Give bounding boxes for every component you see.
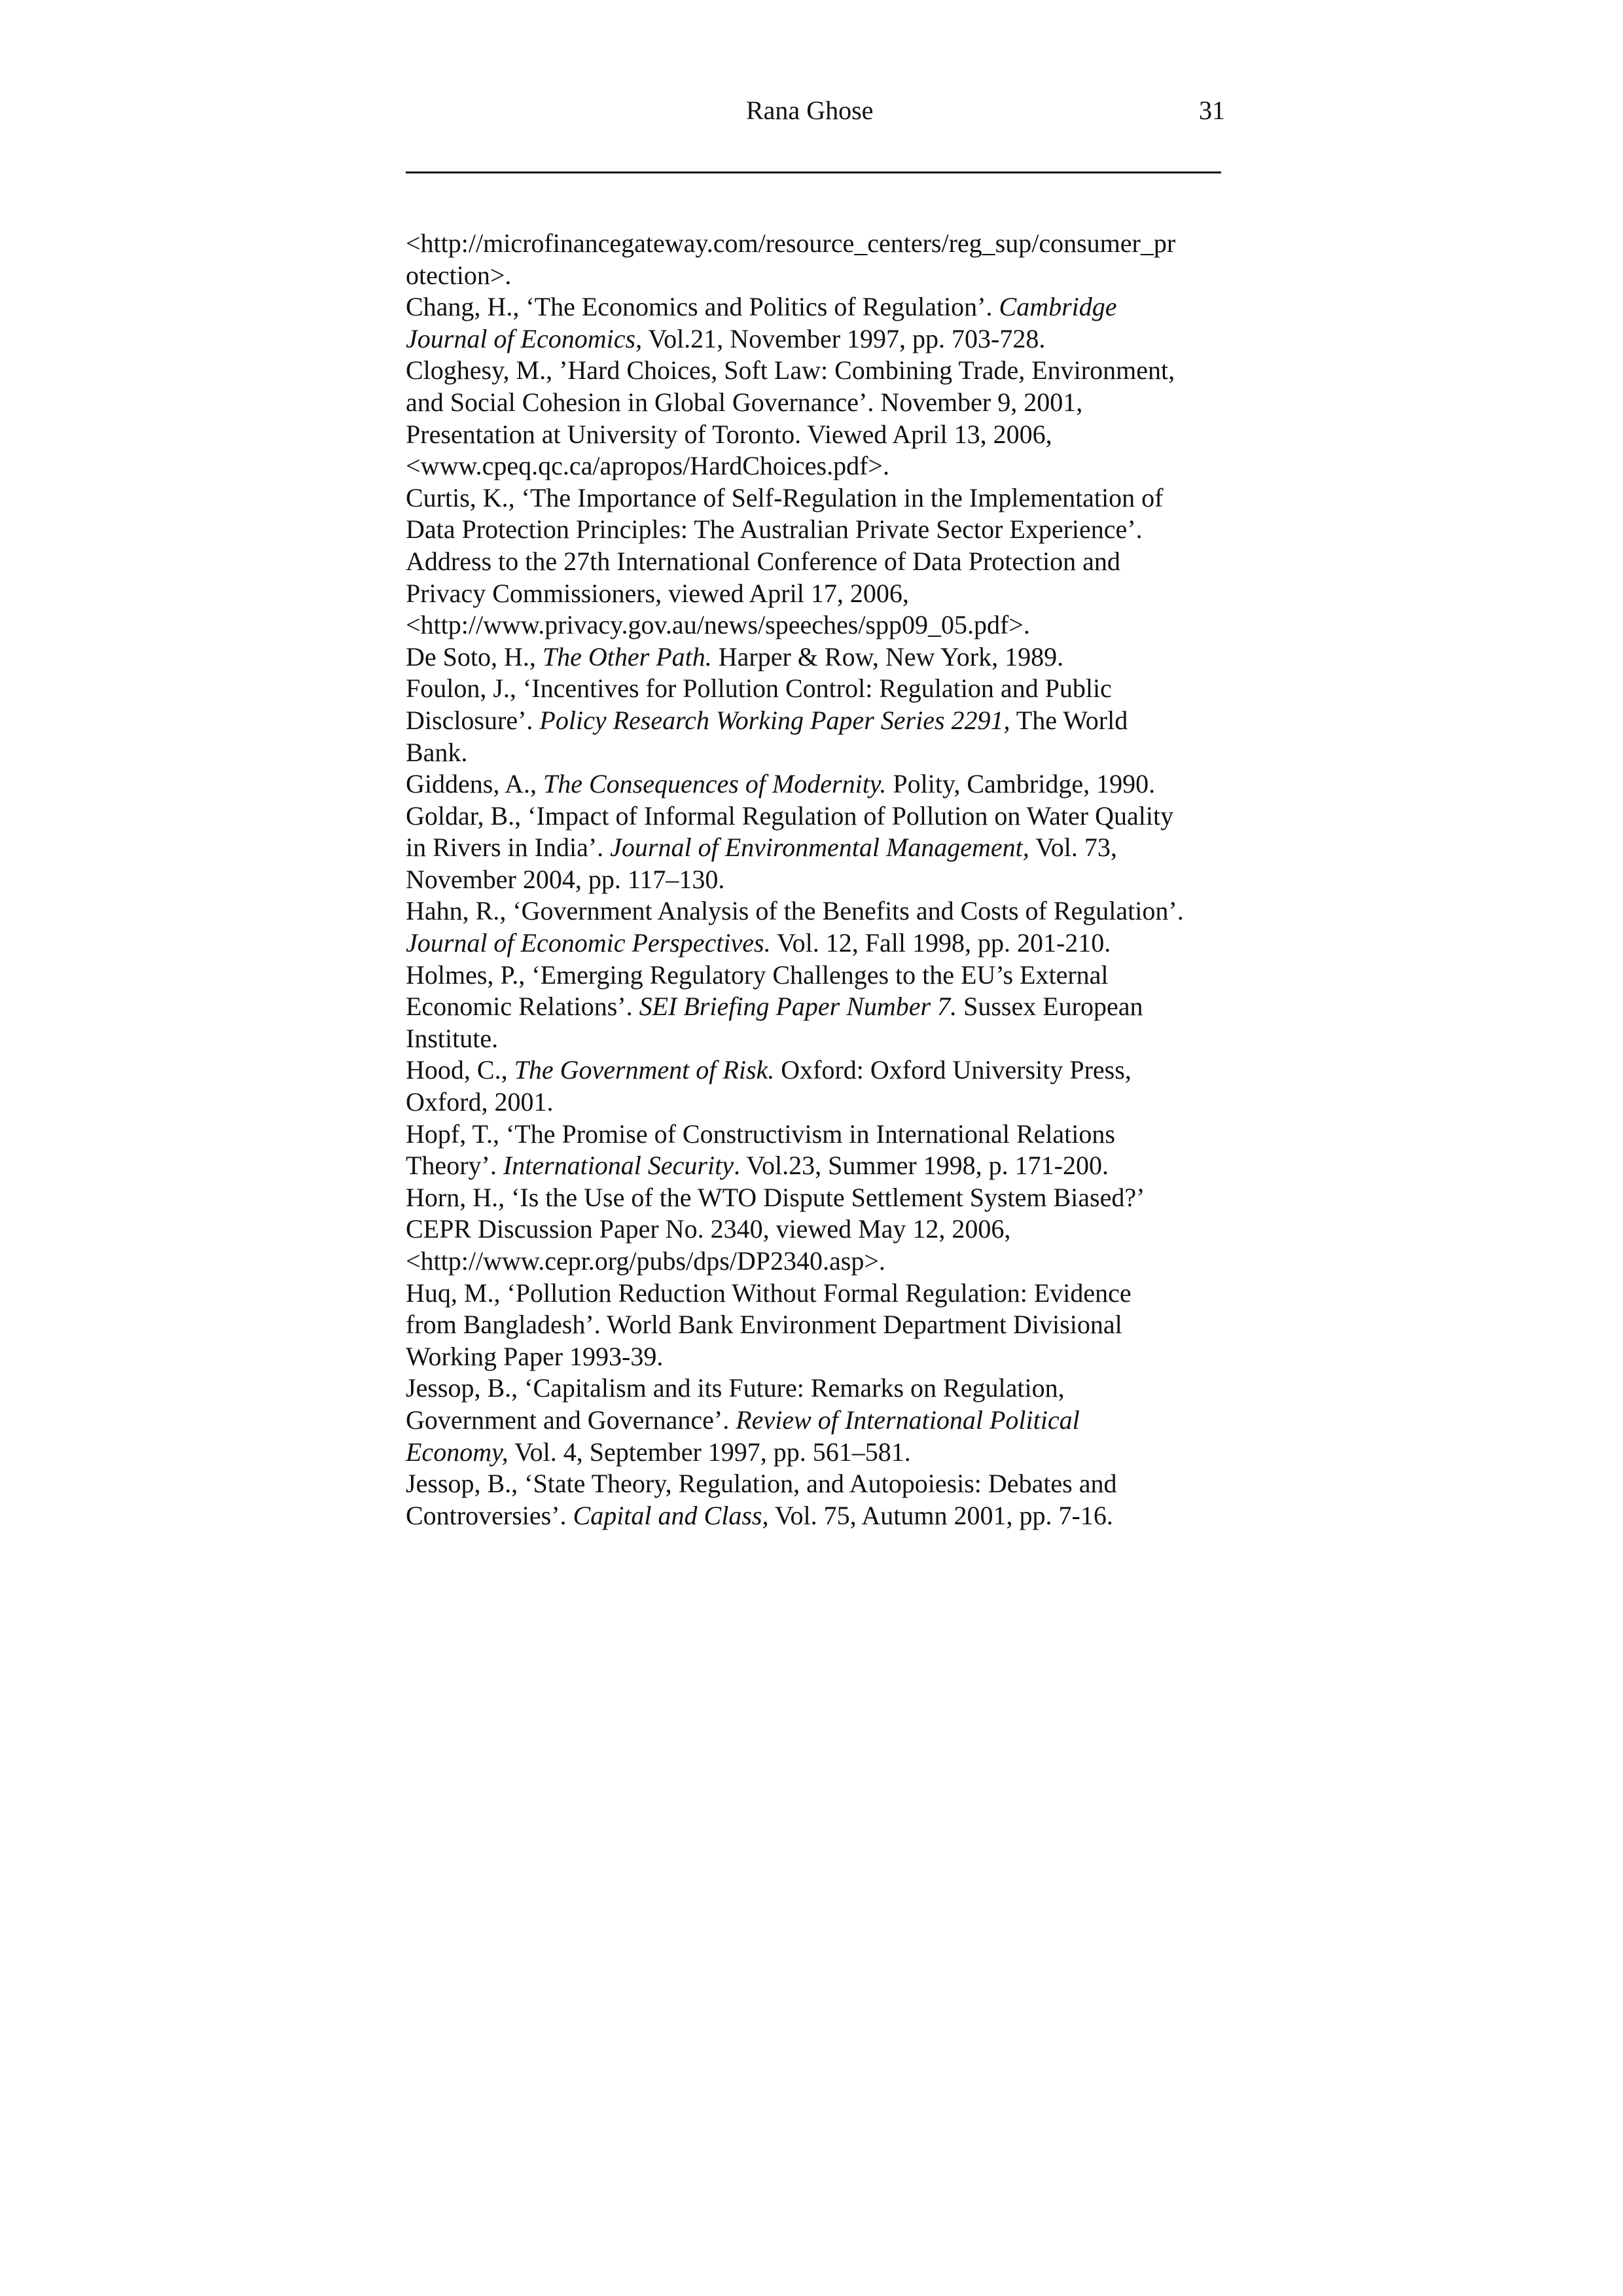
- reference-line: [406, 609, 1232, 641]
- reference-list: [406, 228, 1232, 1532]
- reference-text: Hahn, R., ‘Government Analysis of the Benefits and Costs of Regulation’.: [406, 896, 1184, 926]
- reference-line: [406, 705, 1232, 737]
- reference-text: Jessop, B., ‘State Theory, Regulation, and Autopoiesis: Debates and: [406, 1469, 1117, 1499]
- reference-text: Government and Governance’.: [406, 1405, 736, 1435]
- running-head: Rana Ghose: [746, 96, 874, 125]
- reference-italic-text: SEI Briefing Paper Number 7.: [639, 992, 957, 1022]
- reference-italic-text: Review of International Political: [736, 1405, 1080, 1435]
- reference-text: , Vol.21, November 1997, pp. 703-728.: [635, 323, 1046, 353]
- reference-text: otection>.: [406, 260, 512, 290]
- reference-text: Hood, C.,: [406, 1055, 514, 1085]
- reference-line: [406, 673, 1232, 705]
- reference-line: [406, 1278, 1232, 1310]
- reference-italic-text: Capital and Class,: [573, 1500, 769, 1530]
- reference-line: [406, 387, 1232, 419]
- reference-italic-text: The Other Path.: [542, 641, 712, 672]
- reference-text: Data Protection Principles: The Australian Private Sector Experience’.: [406, 514, 1143, 545]
- reference-text: Chang, H., ‘The Economics and Politics of Regulation’.: [406, 292, 999, 322]
- reference-text: Curtis, K., ‘The Importance of Self-Regulation in the Implementation of: [406, 482, 1164, 512]
- reference-text: Vol. 12, Fall 1998, pp. 201-210.: [770, 928, 1111, 958]
- reference-italic-text: Journal of Economic Perspectives.: [406, 928, 771, 958]
- reference-text: Disclosure’.: [406, 705, 540, 735]
- reference-line: [406, 323, 1232, 355]
- reference-text: Hopf, T., ‘The Promise of Constructivism in International Relations: [406, 1119, 1115, 1149]
- reference-text: <http://www.privacy.gov.au/news/speeches/spp09_05.pdf>.: [406, 610, 1030, 640]
- reference-line: [406, 1086, 1232, 1119]
- reference-line: [406, 864, 1232, 896]
- reference-line: [406, 1341, 1232, 1373]
- reference-line: [406, 1437, 1232, 1469]
- reference-text: Sussex European: [957, 992, 1143, 1022]
- reference-text: Vol. 73,: [1029, 833, 1117, 863]
- reference-line: [406, 927, 1232, 960]
- reference-text: from Bangladesh’. World Bank Environment Department Divisional: [406, 1310, 1122, 1340]
- reference-line: [406, 895, 1232, 927]
- reference-text: <http://microfinancegateway.com/resource_centers/reg_sup/consumer_pr: [406, 228, 1176, 258]
- reference-line: [406, 228, 1232, 260]
- reference-text: Theory’.: [406, 1151, 503, 1181]
- reference-line: [406, 991, 1232, 1023]
- reference-line: [406, 1023, 1232, 1055]
- reference-text: Address to the 27th International Conference of Data Protection and: [406, 546, 1120, 576]
- reference-text: Privacy Commissioners, viewed April 17, 2006,: [406, 578, 909, 608]
- reference-line: [406, 1372, 1232, 1405]
- page-header: [0, 0, 1623, 177]
- reference-text: November 2004, pp. 117–130.: [406, 864, 725, 894]
- reference-italic-text: International Security: [503, 1151, 734, 1181]
- reference-italic-text: Policy Research Working Paper Series 2291,: [539, 705, 1010, 735]
- reference-text: . Vol.23, Summer 1998, p. 171-200.: [733, 1151, 1109, 1181]
- reference-text: <http://www.cepr.org/pubs/dps/DP2340.asp>.: [406, 1246, 885, 1276]
- reference-text: in Rivers in India’.: [406, 833, 611, 863]
- reference-italic-text: Economy,: [406, 1437, 508, 1467]
- reference-text: Oxford: Oxford University Press,: [774, 1055, 1132, 1085]
- reference-text: CEPR Discussion Paper No. 2340, viewed May 12, 2006,: [406, 1214, 1011, 1244]
- page-number: 31: [1199, 96, 1225, 125]
- reference-text: Bank.: [406, 737, 468, 767]
- reference-line: [406, 832, 1232, 864]
- reference-text: Goldar, B., ‘Impact of Informal Regulation of Pollution on Water Quality: [406, 800, 1174, 831]
- reference-line: [406, 1468, 1232, 1500]
- reference-text: Giddens, A.,: [406, 769, 543, 799]
- reference-text: Holmes, P., ‘Emerging Regulatory Challenges to the EU’s External: [406, 960, 1109, 990]
- reference-italic-text: Cambridge: [999, 292, 1117, 322]
- reference-line: [406, 260, 1232, 292]
- reference-text: Huq, M., ‘Pollution Reduction Without Formal Regulation: Evidence: [406, 1278, 1132, 1308]
- reference-text: Institute.: [406, 1023, 499, 1053]
- reference-line: [406, 1246, 1232, 1278]
- reference-italic-text: The Government of Risk.: [514, 1055, 775, 1085]
- reference-text: Harper & Row, New York, 1989.: [711, 641, 1064, 672]
- reference-line: [406, 1054, 1232, 1086]
- reference-line: [406, 641, 1232, 673]
- reference-line: [406, 450, 1232, 482]
- reference-text: Cloghesy, M., ’Hard Choices, Soft Law: Combining Trade, Environment,: [406, 355, 1175, 386]
- reference-text: De Soto, H.,: [406, 641, 543, 672]
- reference-line: [406, 419, 1232, 451]
- reference-line: [406, 578, 1232, 610]
- reference-line: [406, 291, 1232, 323]
- reference-line: [406, 800, 1232, 833]
- reference-text: Vol. 75, Autumn 2001, pp. 7-16.: [768, 1500, 1113, 1530]
- reference-text: Economic Relations’.: [406, 992, 639, 1022]
- reference-text: <www.cpeq.qc.ca/apropos/HardChoices.pdf>.: [406, 451, 889, 481]
- reference-text: Controversies’.: [406, 1500, 573, 1530]
- reference-text: Working Paper 1993-39.: [406, 1341, 664, 1371]
- header-rule: [406, 171, 1221, 173]
- reference-italic-text: The Consequences of Modernity.: [543, 769, 887, 799]
- reference-line: [406, 737, 1232, 769]
- reference-text: Polity, Cambridge, 1990.: [886, 769, 1156, 799]
- reference-text: Oxford, 2001.: [406, 1087, 554, 1117]
- reference-italic-text: Journal of Environmental Management,: [610, 833, 1029, 863]
- reference-line: [406, 482, 1232, 514]
- reference-line: [406, 355, 1232, 387]
- reference-line: [406, 1150, 1232, 1182]
- reference-line: [406, 1405, 1232, 1437]
- reference-text: Horn, H., ‘Is the Use of the WTO Dispute Settlement System Biased?’: [406, 1182, 1145, 1212]
- reference-line: [406, 960, 1232, 992]
- reference-text: and Social Cohesion in Global Governance’. November 9, 2001,: [406, 387, 1083, 417]
- reference-text: Jessop, B., ‘Capitalism and its Future: Remarks on Regulation,: [406, 1373, 1065, 1403]
- reference-line: [406, 1309, 1232, 1341]
- reference-text: Vol. 4, September 1997, pp. 561–581.: [508, 1437, 911, 1467]
- reference-line: [406, 1213, 1232, 1246]
- reference-line: [406, 546, 1232, 578]
- reference-text: The World: [1010, 705, 1128, 735]
- reference-text: Presentation at University of Toronto. Viewed April 13, 2006,: [406, 419, 1052, 449]
- reference-italic-text: Journal of Economics: [406, 323, 636, 353]
- reference-line: [406, 514, 1232, 546]
- reference-line: [406, 1182, 1232, 1214]
- reference-line: [406, 1500, 1232, 1532]
- reference-line: [406, 1119, 1232, 1151]
- reference-text: Foulon, J., ‘Incentives for Pollution Control: Regulation and Public: [406, 673, 1112, 704]
- reference-line: [406, 768, 1232, 800]
